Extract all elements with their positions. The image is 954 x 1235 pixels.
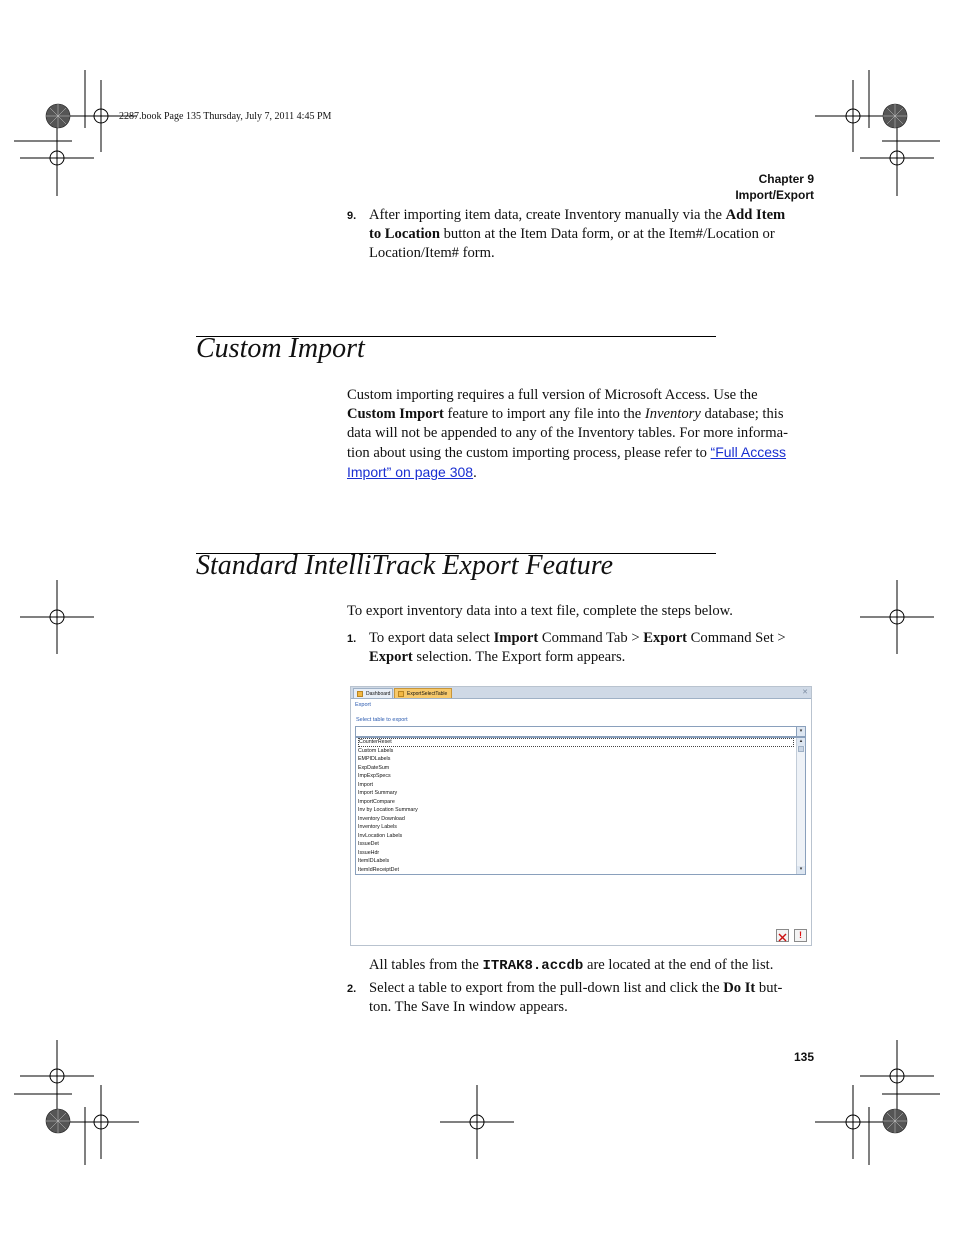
table-select-dropdown[interactable]	[355, 726, 806, 737]
table-select-label: Select table to export	[356, 717, 408, 723]
print-slug: 2287.book Page 135 Thursday, July 7, 2011 4:45 PM	[119, 111, 332, 122]
list-item[interactable]: Custom Labels	[358, 747, 394, 754]
step-number: 9.	[347, 210, 357, 222]
form-icon	[357, 691, 363, 697]
table-list-items	[358, 738, 794, 874]
chapter-label: Chapter 9	[758, 172, 814, 186]
list-item[interactable]: ItemIdReceiptDet	[358, 866, 399, 873]
close-icon	[777, 932, 788, 943]
chevron-down-icon[interactable]: ▾	[796, 727, 805, 736]
list-item[interactable]: Import Summary	[358, 790, 398, 796]
list-item[interactable]: Import	[358, 781, 374, 788]
step-1-text: To export data select Import Command Tab > Export Command Set > Export selection. The Export form appears.	[369, 630, 786, 665]
page-number: 135	[793, 1050, 814, 1064]
section-label: Import/Export	[735, 188, 814, 202]
step-number: 2.	[347, 983, 357, 995]
list-item[interactable]: ExpDateSum	[358, 764, 390, 771]
list-item[interactable]: Inventory Labels	[358, 824, 397, 830]
cancel-button[interactable]	[776, 929, 789, 942]
cross-reference-link[interactable]: Import” on page 308	[347, 464, 474, 480]
section-heading: Standard IntelliTrack Export Feature	[196, 550, 614, 581]
section-heading: Custom Import	[196, 333, 365, 364]
custom-import-paragraph: Custom importing requires a full version of Microsoft Access. Use the Custom Import feature to import any file into the Inventory database; this data will not be appended to any of the Inventory tables. For more informa- tion about using the custom importing process, please refer to “Full Access Import” on page 308.	[347, 387, 788, 481]
list-item[interactable]: Inventory Download	[358, 815, 405, 822]
scroll-up-icon[interactable]: ▴	[797, 738, 805, 746]
list-item[interactable]: ImportCompare	[358, 798, 395, 805]
export-intro: To export inventory data into a text file, complete the steps below.	[347, 603, 733, 619]
cross-reference-link[interactable]: “Full Access	[710, 444, 787, 460]
step-number: 1.	[347, 633, 357, 645]
tables-note: All tables from the ITRAK8.accdb are located at the end of the list.	[369, 957, 774, 974]
list-item[interactable]: ImpExpSpecs	[358, 773, 391, 779]
scroll-thumb[interactable]	[798, 746, 804, 752]
list-item[interactable]: ItemIDLabels	[358, 858, 390, 864]
scroll-down-icon[interactable]: ▾	[797, 866, 805, 874]
export-form-screenshot	[350, 686, 812, 946]
list-scrollbar[interactable]	[796, 738, 805, 874]
list-item[interactable]: EMPIDLabels	[358, 756, 391, 762]
form-title: Export	[355, 702, 371, 708]
step-2-text: Select a table to export from the pull-down list and click the Do It but- ton. The Save In window appears.	[369, 980, 783, 1015]
list-item[interactable]: IssueDet	[358, 841, 379, 847]
list-item[interactable]: IssueHdr	[358, 849, 380, 856]
do-it-button[interactable]: !	[794, 929, 807, 942]
list-item[interactable]: Inv by Location Summary	[358, 807, 418, 813]
step-9-text: After importing item data, create Inventory manually via the Add Item to Location button at the Item Data form, or at the Item#/Location or Location/Item# form.	[369, 207, 786, 261]
close-icon[interactable]: ✕	[802, 689, 808, 696]
tab-export-select-table[interactable]: ExportSelectTable	[394, 688, 452, 698]
tab-dashboard[interactable]: Dashboard	[353, 688, 393, 698]
list-item[interactable]: InvLocation Labels	[358, 832, 403, 839]
form-icon	[398, 691, 404, 697]
list-item[interactable]: CounterReset	[358, 738, 794, 747]
table-list[interactable]	[355, 737, 806, 875]
tab-bar	[351, 687, 811, 699]
